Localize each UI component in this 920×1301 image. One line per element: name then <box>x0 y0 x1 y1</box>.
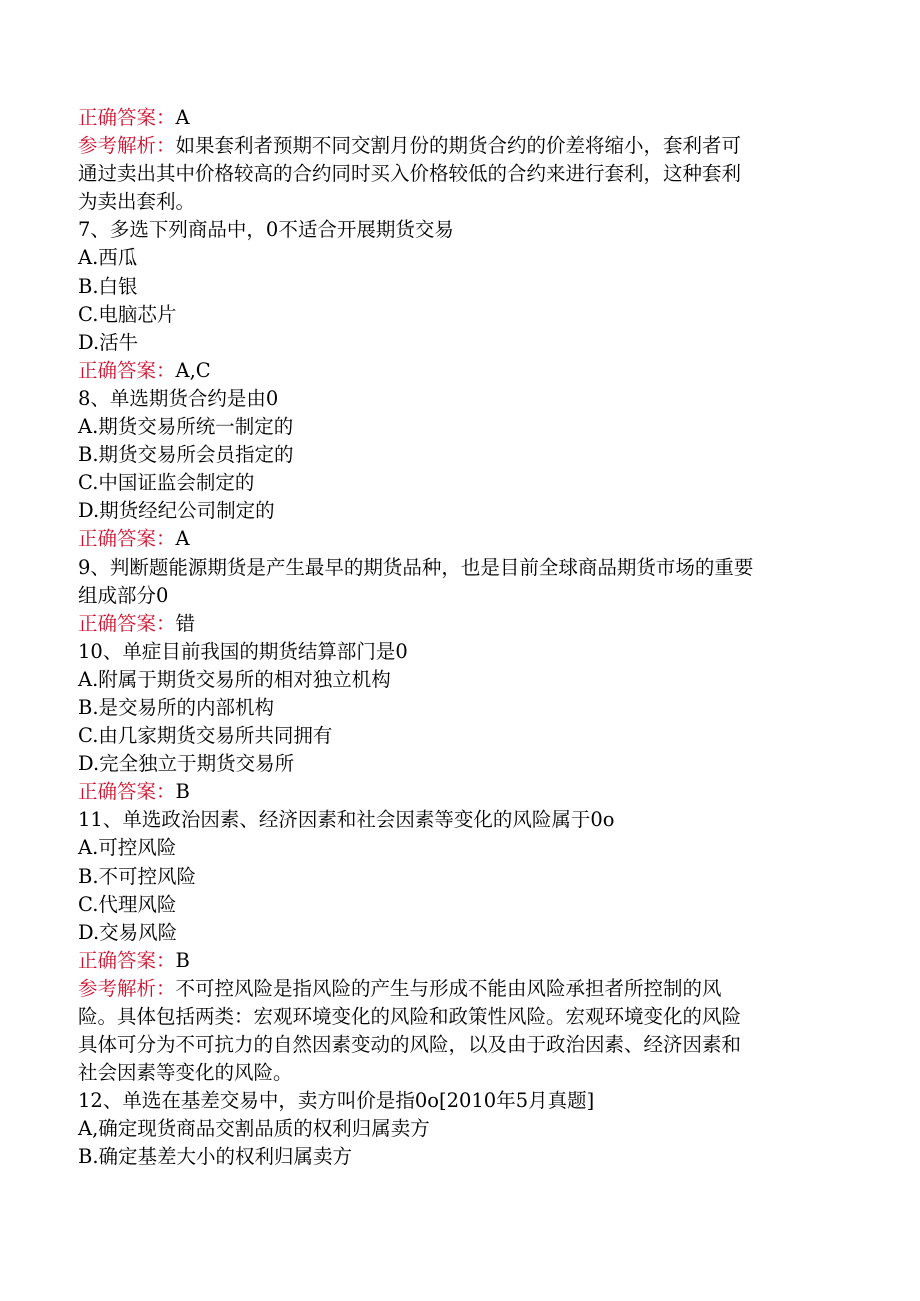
answer-line <box>78 610 840 638</box>
answer-value: B <box>175 948 190 972</box>
explanation-line <box>78 132 840 160</box>
answer-value: A <box>175 106 190 129</box>
answer-value: B <box>175 780 190 804</box>
explanation-text: 如果套利者预期不同交割月份的期货合约的价差将缩小，套利者可 <box>175 134 742 158</box>
option-d: D.交易风险 <box>78 920 178 944</box>
answer-value: A,C <box>175 358 211 382</box>
question-stem: 11、单选政治因素、经济因素和社会因素等变化的风险属于0o <box>78 808 615 832</box>
question-stem: 10、单症目前我国的期货结算部门是0 <box>78 639 408 663</box>
option-c: C.代理风险 <box>78 892 177 916</box>
explanation-line: 通过卖出其中价格较高的合约同时买入价格较低的合约来进行套利，这种套利 <box>78 162 742 186</box>
option-a: A,确定现货商品交割品质的权利归属卖方 <box>78 1117 430 1141</box>
question-stem-continued: 组成部分0 <box>78 583 169 607</box>
explanation-line: 险。具体包括两类：宏观环境变化的风险和政策性风险。宏观环境变化的风险 <box>78 1005 742 1028</box>
option-d: D.活牛 <box>78 330 139 354</box>
answer-value: 错 <box>175 611 196 635</box>
question-stem: 8、单选期货合约是由0 <box>78 386 279 410</box>
answer-label: 正确答案： <box>78 527 176 551</box>
option-d: D.期货经纪公司制定的 <box>78 499 275 523</box>
question-stem: 9、判断题能源期货是产生最早的期货品种，也是目前全球商品期货市场的重要 <box>78 555 754 579</box>
answer-line <box>78 357 840 385</box>
explanation-line <box>78 975 840 1003</box>
option-b: B.是交易所的内部机构 <box>78 695 275 719</box>
option-b: B.白银 <box>78 274 138 298</box>
answer-label: 正确答案： <box>78 780 176 804</box>
option-a: A.西瓜 <box>78 246 138 270</box>
explanation-text: 不可控风险是指风险的产生与形成不能由风险承担者所控制的风 <box>175 976 722 1000</box>
option-a: A.期货交易所统一制定的 <box>78 415 294 439</box>
explanation-line: 具体可分为不可抗力的自然因素变动的风险，以及由于政治因素、经济因素和 <box>78 1033 742 1057</box>
answer-line <box>78 947 840 975</box>
answer-label: 正确答案： <box>78 948 176 972</box>
answer-value: A <box>175 527 190 551</box>
answer-label: 正确答案： <box>78 611 176 635</box>
answer-line <box>78 778 840 806</box>
option-b: B.期货交易所会员指定的 <box>78 443 294 467</box>
question-stem: 7、多选下列商品中，0不适合开展期货交易 <box>78 218 454 242</box>
option-a: A.附属于期货交易所的相对独立机构 <box>78 667 391 691</box>
option-c: C.电脑芯片 <box>78 302 177 326</box>
answer-label: 正确答案： <box>78 106 176 129</box>
explanation-label: 参考解析： <box>78 976 176 1000</box>
option-c: C.中国证监会制定的 <box>78 471 255 495</box>
answer-line <box>78 104 840 132</box>
option-b: B.确定基差大小的权利归属卖方 <box>78 1145 353 1169</box>
answer-line <box>78 525 840 553</box>
explanation-label: 参考解析： <box>78 134 176 158</box>
option-b: B.不可控风险 <box>78 864 197 888</box>
explanation-line: 为卖出套利。 <box>78 190 196 214</box>
option-d: D.完全独立于期货交易所 <box>78 752 295 776</box>
explanation-line: 社会因素等变化的风险。 <box>78 1061 293 1085</box>
option-a: A.可控风险 <box>78 836 177 860</box>
option-c: C.由几家期货交易所共同拥有 <box>78 724 333 748</box>
answer-label: 正确答案： <box>78 358 176 382</box>
question-stem: 12、单选在基差交易中，卖方叫价是指0o[2010年5月真题] <box>78 1089 595 1113</box>
